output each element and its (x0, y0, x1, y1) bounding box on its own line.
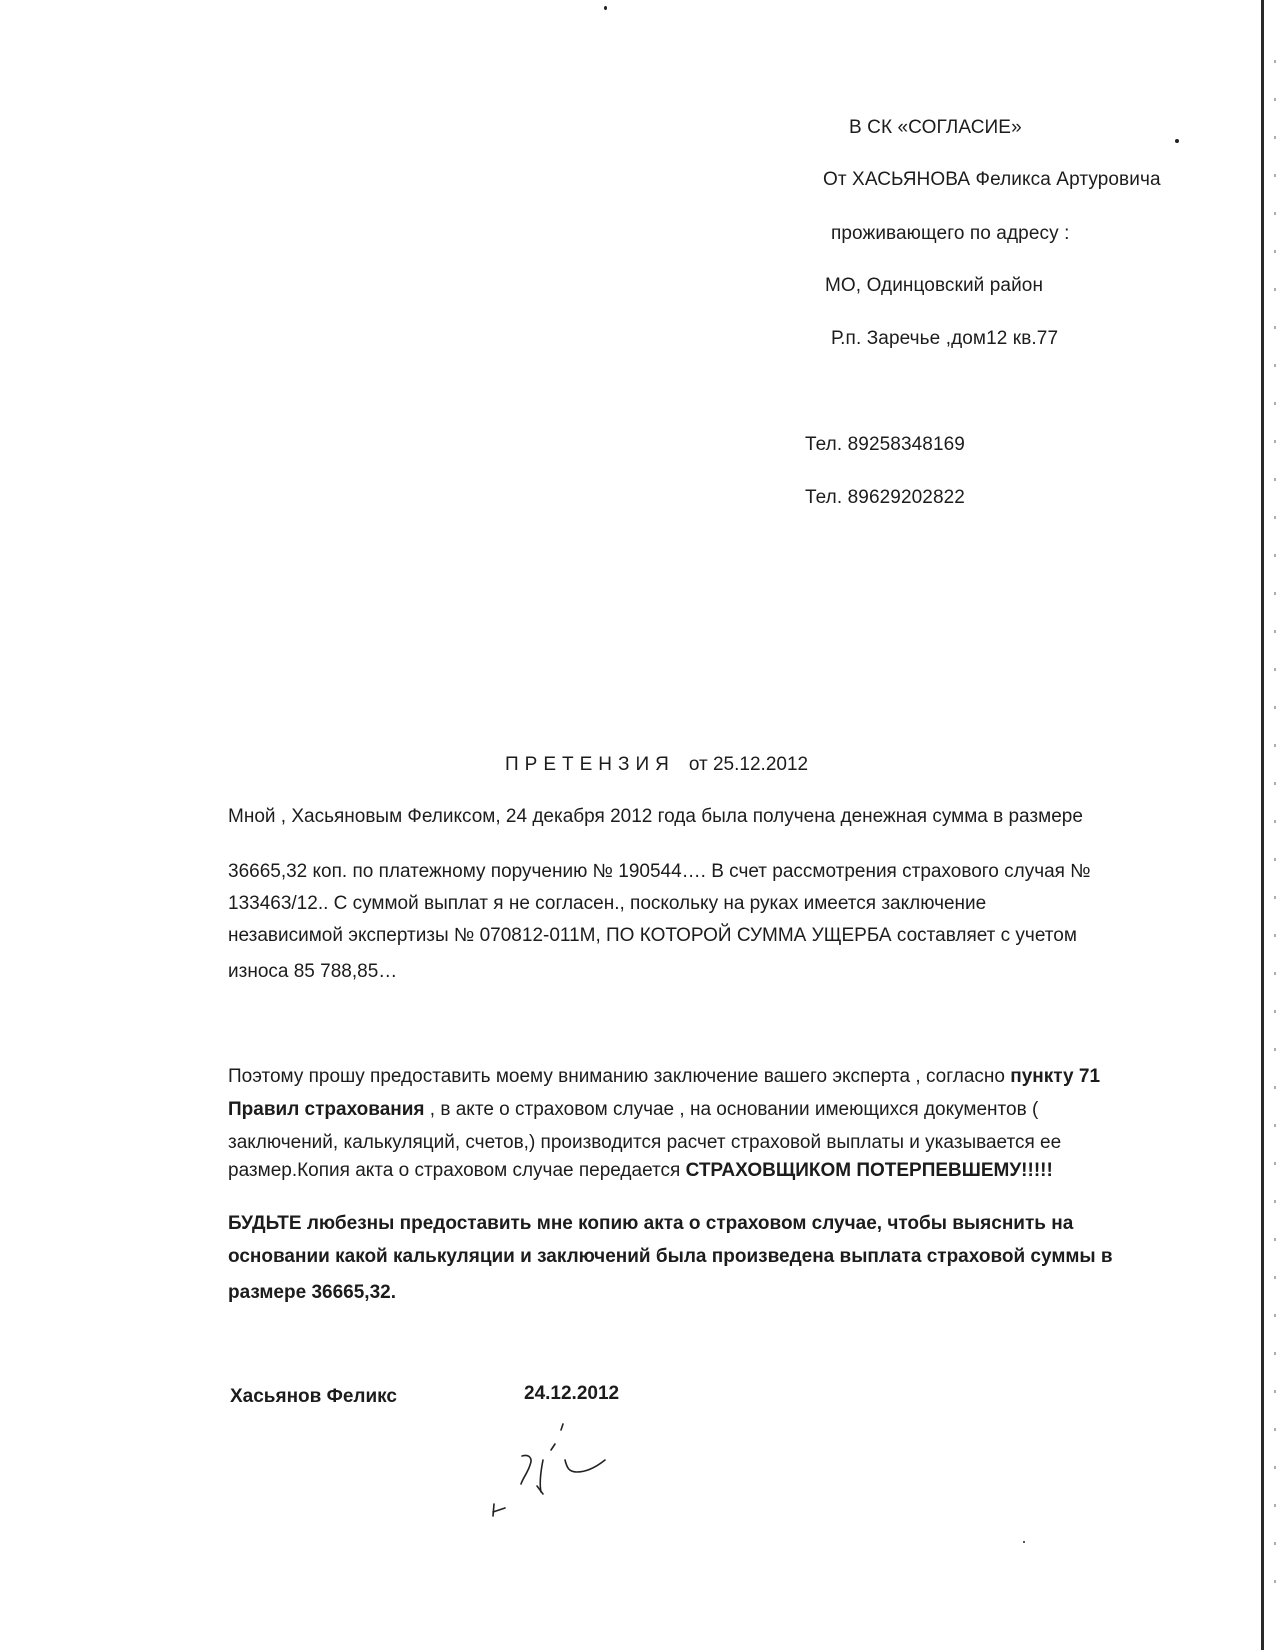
address-region: МО, Одинцовский район (825, 275, 1044, 296)
paragraph-3-line-2-text: , в акте о страховом случае , на основании имеющихся документов ( (424, 1099, 1039, 1120)
addressee-line: В СК «СОГЛАСИЕ» (849, 117, 1022, 138)
scan-edge-marks (1274, 60, 1276, 1600)
paragraph-2-line-1: 36665,32 коп. по платежному поручению № 190544…. В счет рассмотрения страхового случая № (228, 861, 1091, 882)
title-word: ПРЕТЕНЗИЯ (505, 754, 675, 775)
document-title (505, 754, 808, 776)
paragraph-3-line-1 (228, 1066, 1100, 1088)
paragraph-3-rules-ref: Правил страхования (228, 1099, 425, 1120)
scan-edge (1261, 0, 1264, 1650)
paragraph-3-line-3: заключений, калькуляций, счетов,) производится расчет страховой выплаты и указывается ее (228, 1132, 1062, 1153)
sender-line: От ХАСЬЯНОВА Феликса Артуровича (823, 169, 1161, 190)
paragraph-4-line-3: размере 36665,32. (228, 1282, 396, 1303)
address-street: Р.п. Заречье ,дом12 кв.77 (831, 328, 1059, 349)
paragraph-3-emphasis: СТРАХОВЩИКОМ ПОТЕРПЕВШЕМУ!!!!! (685, 1160, 1053, 1181)
residence-label: проживающего по адресу : (831, 223, 1070, 244)
paragraph-3-line-4 (228, 1160, 1053, 1182)
paragraph-2-line-2: 133463/12.. С суммой выплат я не согласен., поскольку на руках имеется заключение (228, 893, 987, 914)
paragraph-3-line-2 (228, 1099, 1038, 1121)
paragraph-3-line-4-text: размер.Копия акта о страховом случае передается (228, 1160, 686, 1181)
paragraph-3-line-1-text: Поэтому прошу предоставить моему вниманию заключение вашего эксперта , согласно (228, 1066, 1011, 1087)
phone-2: Тел. 89629202822 (805, 487, 965, 508)
scan-speck (1175, 139, 1179, 143)
paragraph-4-line-1: БУДЬТЕ любезны предоставить мне копию акта о страховом случае, чтобы выяснить на (228, 1213, 1074, 1234)
paragraph-1-line-1: Мной , Хасьяновым Феликсом, 24 декабря 2012 года была получена денежная сумма в размере (228, 806, 1083, 827)
signatory-name: Хасьянов Феликс (230, 1386, 397, 1407)
scan-speck (604, 6, 607, 10)
paragraph-2-line-4: износа 85 788,85… (228, 961, 398, 982)
signature-date: 24.12.2012 (524, 1383, 620, 1404)
paragraph-3-clause-ref: пункту 71 (1010, 1066, 1101, 1087)
paragraph-2-line-3: независимой экспертизы № 070812-011М, ПО КОТОРОЙ СУММА УЩЕРБА составляет с учетом (228, 925, 1077, 946)
scan-speck (1023, 1541, 1025, 1543)
handwritten-signature (485, 1420, 645, 1540)
paragraph-4-line-2: основании какой калькуляции и заключений была произведена выплата страховой суммы в (228, 1246, 1113, 1267)
title-date: от 25.12.2012 (688, 754, 809, 775)
phone-1: Тел. 89258348169 (805, 434, 965, 455)
